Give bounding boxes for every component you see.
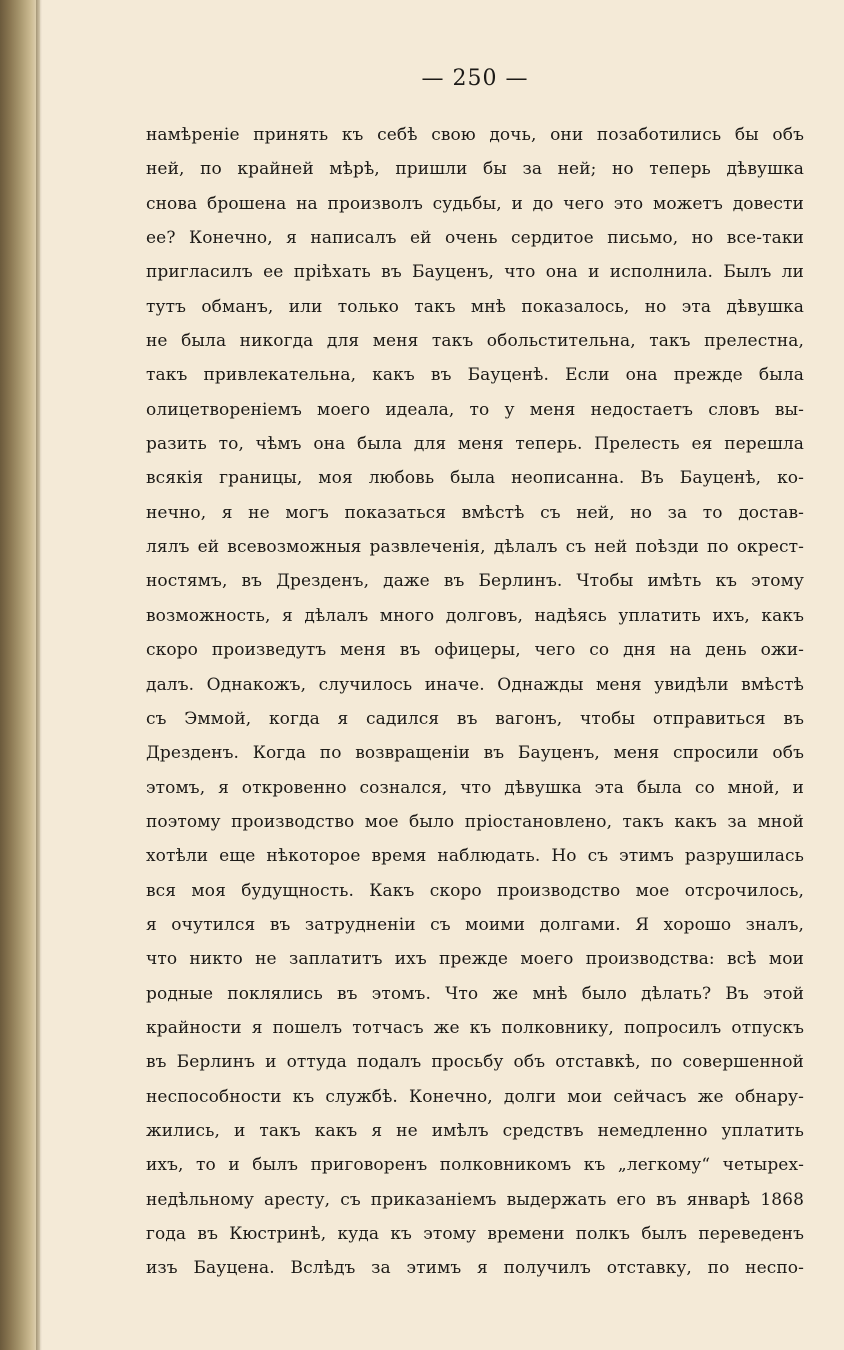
text-line: ней, по крайней мѣрѣ, пришли бы за ней; но теперь дѣвушка [146,159,804,180]
book-spine [0,0,40,1350]
spine-shadow [36,0,42,1350]
text-line: крайности я пошелъ тотчасъ же къ полковнику, попросилъ отпускъ [146,1017,804,1038]
book-page [140,0,810,1350]
page-number: — 250 — [421,66,529,91]
text-line: съ Эммой, когда я садился въ вагонъ, чтобы отправиться въ [146,708,804,729]
text-line: олицетвореніемъ моего идеала, то у меня недостаетъ словъ вы- [146,399,804,420]
text-line: года въ Кюстринѣ, куда къ этому времени полкъ былъ переведенъ [146,1224,804,1244]
text-line: неспособности къ службѣ. Конечно, долги мои сейчасъ же обнару- [146,1086,804,1107]
text-line: поэтому производство мое было пріостановлено, такъ какъ за мной [146,811,804,832]
text-line: скоро произведутъ меня въ офицеры, чего со дня на день ожи- [146,640,804,661]
text-line: я очутился въ затрудненіи съ моими долгами. Я хорошо зналъ, [146,914,804,935]
text-line: намѣреніе принять къ себѣ свою дочь, они позаботились бы объ [146,125,804,145]
text-line: ихъ, то и былъ приговоренъ полковникомъ къ „легкому“ четырех- [146,1155,804,1176]
text-line: нечно, я не могъ показаться вмѣстѣ съ ней, но за то достав- [146,502,804,523]
text-line: родные поклялись въ этомъ. Что же мнѣ было дѣлать? Въ этой [146,983,804,1004]
text-line: ее? Конечно, я написалъ ей очень сердитое письмо, но все-таки [146,228,804,249]
text-line: ностямъ, въ Дрезденъ, даже въ Берлинъ. Чтобы имѣть къ этому [146,571,804,592]
body-text [146,118,804,1286]
text-line: этомъ, я откровенно сознался, что дѣвушка эта была со мной, и [146,777,804,798]
text-line: возможность, я дѣлалъ много долговъ, надѣясь уплатить ихъ, какъ [146,605,804,626]
text-line: всякія границы, моя любовь была неописанна. Въ Бауценѣ, ко- [146,468,804,489]
text-line: разить то, чѣмъ она была для меня теперь. Прелесть ея перешла [146,434,804,455]
text-line: пригласилъ ее пріѣхать въ Бауценъ, что она и исполнила. Былъ ли [146,262,804,283]
text-line: что никто не заплатитъ ихъ прежде моего производства: всѣ мои [146,949,804,970]
text-line: жились, и такъ какъ я не имѣлъ средствъ немедленно уплатить [146,1120,804,1141]
text-line: далъ. Однакожъ, случилось иначе. Однажды меня увидѣли вмѣстѣ [146,674,804,695]
text-line: хотѣли еще нѣкоторое время наблюдать. Но съ этимъ разрушилась [146,846,804,867]
text-line: вся моя будущность. Какъ скоро производство мое отсрочилось, [146,880,804,901]
text-line: недѣльному аресту, съ приказаніемъ выдержать его въ январѣ 1868 [146,1189,804,1210]
text-line: лялъ ей всевозможныя развлеченія, дѣлалъ съ ней поѣзди по окрест- [146,537,804,558]
text-line: тутъ обманъ, или только такъ мнѣ показалось, но эта дѣвушка [146,296,804,317]
text-line: Дрезденъ. Когда по возвращеніи въ Бауценъ, меня спросили объ [146,743,804,764]
text-line: такъ привлекательна, какъ въ Бауценѣ. Если она прежде была [146,365,804,386]
text-line: снова брошена на произволъ судьбы, и до чего это можетъ довести [146,193,804,214]
text-line: не была никогда для меня такъ обольстительна, такъ прелестна, [146,331,804,352]
text-line: въ Берлинъ и оттуда подалъ просьбу объ отставкѣ, по совершенной [146,1052,804,1073]
text-line: изъ Бауцена. Вслѣдъ за этимъ я получилъ отставку, по неспо- [146,1258,804,1279]
